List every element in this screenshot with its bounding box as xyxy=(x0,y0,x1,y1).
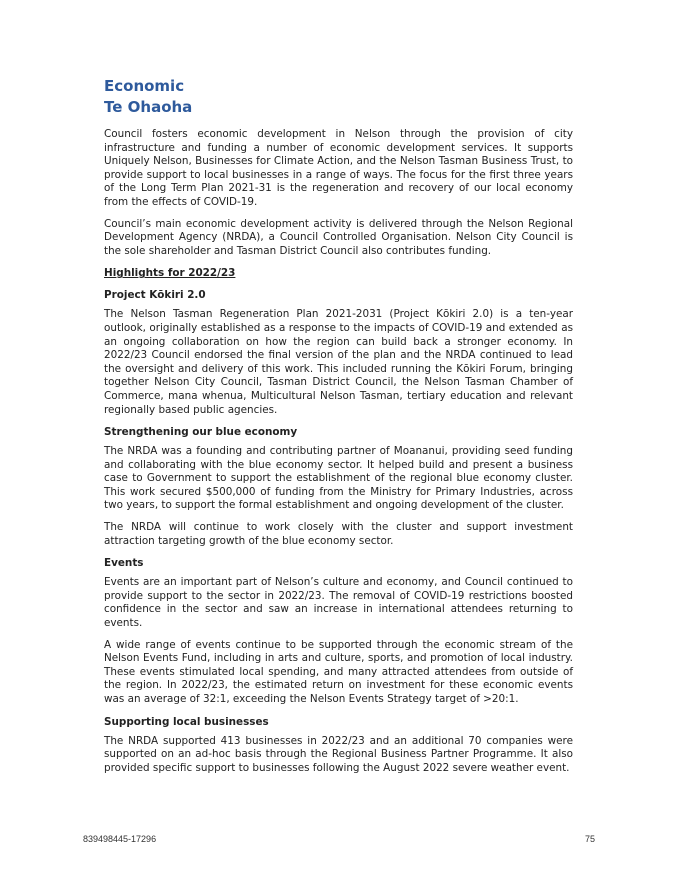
section-paragraph: The NRDA was a founding and contributing partner of Moananui, providing seed funding and collaborating with the blue economy sector. It helped build and present a business case to Government to support the establishment of the regional blue economy cluster. This work secured $500,000 of funding from the Ministry for Primary Industries, across two years, to support the formal establishment and ongoing development of the cluster. xyxy=(104,445,573,512)
section-paragraph: The NRDA supported 413 businesses in 2022/23 and an additional 70 companies were supported on an ad-hoc basis through the Regional Business Partner Programme. It also provided specific support to businesses following the August 2022 severe weather event. xyxy=(104,734,573,774)
highlights-heading: Highlights for 2022/23 xyxy=(104,267,236,280)
section-blue-economy xyxy=(104,425,573,548)
section-project-kokiri xyxy=(104,288,573,417)
section-paragraph: The NRDA will continue to work closely with the cluster and support investment attraction targeting growth of the blue economy sector. xyxy=(104,521,573,547)
page-title: Economic xyxy=(104,77,185,95)
section-heading: Project Kōkiri 2.0 xyxy=(104,289,206,302)
section-paragraph: A wide range of events continue to be supported through the economic stream of the Nelson Events Fund, including in arts and culture, sports, and promotion of local industry. These events stimulated local spending, and many attracted attendees from outside of the region. In 2022/23, the estimated return on investment for these economic events was an average of 32:1, exceeding the Nelson Events Strategy target of >20:1. xyxy=(104,638,573,705)
intro-paragraph: Council’s main economic development activity is delivered through the Nelson Regional Development Agency (NRDA), a Council Controlled Organisation. Nelson City Council is the sole shareholder and Tasman District Council also contributes funding. xyxy=(104,217,573,257)
footer-page-number: 75 xyxy=(585,834,596,844)
section-paragraph: The Nelson Tasman Regeneration Plan 2021-2031 (Project Kōkiri 2.0) is a ten-year outlook, originally established as a response to the impacts of COVID-19 and extended as an ongoing collaboration on how the region can build back a stronger economy. In 2022/23 Council endorsed the final version of the plan and the NRDA continued to lead the oversight and delivery of this work. This included running the Kōkiri Forum, bringing together Nelson City Council, Tasman District Council, the Nelson Tasman Chamber of Commerce, mana whenua, Multicultural Nelson Tasman, tertiary education and relevant regionally based public agencies. xyxy=(104,308,573,416)
section-heading: Events xyxy=(104,557,144,570)
section-events xyxy=(104,556,573,706)
intro-paragraph: Council fosters economic development in Nelson through the provision of city infrastructure and funding a number of economic development services. It supports Uniquely Nelson, Businesses for Climate Action, and the Nelson Tasman Business Trust, to provide support to local businesses in a range of ways. The focus for the first three years of the Long Term Plan 2021-31 is the regeneration and recovery of our local economy from the effects of COVID-19. xyxy=(104,128,573,208)
section-heading: Strengthening our blue economy xyxy=(104,426,298,439)
section-paragraph: Events are an important part of Nelson’s culture and economy, and Council continued to provide support to the sector in 2022/23. The removal of COVID-19 restrictions boosted confidence in the sector and saw an increase in international attendees returning to events. xyxy=(104,576,573,630)
footer-doc-id: 839498445-17296 xyxy=(83,834,157,844)
section-local-businesses xyxy=(104,715,573,776)
section-heading: Supporting local businesses xyxy=(104,715,269,728)
page-subtitle: Te Ohaoha xyxy=(104,98,193,116)
page-content xyxy=(104,76,573,783)
